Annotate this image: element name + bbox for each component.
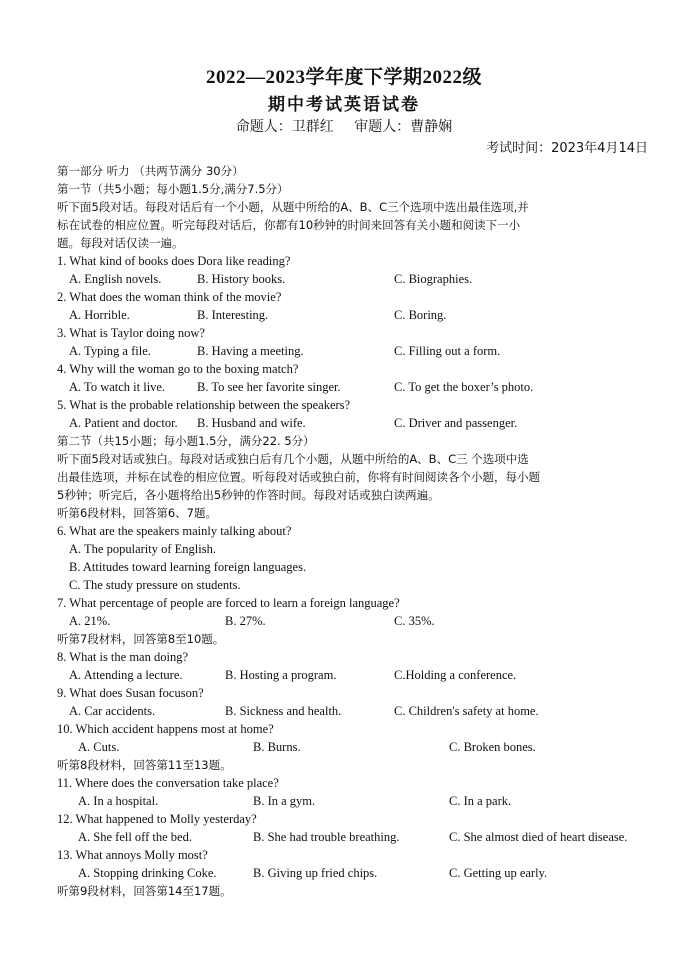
option-b: B. Husband and wife. <box>197 416 306 430</box>
question-1-options <box>57 270 652 288</box>
option-c: C. Biographies. <box>394 272 473 286</box>
option-a: A. She fell off the bed. <box>78 830 192 844</box>
option-c: C. In a park. <box>449 794 512 808</box>
question-11: 11. Where does the conversation take place? <box>57 776 279 790</box>
material-7-instruction: 听第7段材料，回答第8至10题。 <box>57 632 225 646</box>
authors-line <box>0 116 688 136</box>
section1-instruction-1: 听下面5段对话。每段对话后有一个小题，从题中所给的A、B、C三个选项中选出最佳选项,并 <box>57 200 529 214</box>
reviewer-name: 审题人：曹静娴 <box>354 119 453 135</box>
option-b: B. In a gym. <box>253 794 316 808</box>
question-9-options <box>57 702 652 720</box>
section1-instruction-3: 题。每段对话仅读一遍。 <box>57 236 184 250</box>
question-10: 10. Which accident happens most at home? <box>57 722 274 736</box>
option-b: B. Having a meeting. <box>197 344 304 358</box>
section2-instruction-2: 出最佳选项，并标在试卷的相应位置。听每段对话或独白前，你将有时间阅读各个小题，每小题 <box>57 470 540 484</box>
section1-heading: 第一节（共5小题；每小题1.5分,满分7.5分） <box>57 182 289 196</box>
question-8-options <box>57 666 652 684</box>
question-3: 3. What is Taylor doing now? <box>57 326 205 340</box>
section2-instruction-1: 听下面5段对话或独白。每段对话或独白后有几个小题，从题中所给的A、B、C三 个选项中选 <box>57 452 529 466</box>
question-12-options <box>57 828 652 846</box>
option-a: A. 21%. <box>69 614 111 628</box>
question-12: 12. What happened to Molly yesterday? <box>57 812 257 826</box>
option-b: B. Giving up fried chips. <box>253 866 378 880</box>
material-6-instruction: 听第6段材料，回答第6、7题。 <box>57 506 217 520</box>
option-a: A. Cuts. <box>78 740 120 754</box>
question-9: 9. What does Susan focuson? <box>57 686 204 700</box>
option-c: C.Holding a conference. <box>394 668 517 682</box>
setter-name: 命题人：卫群红 <box>235 119 334 135</box>
question-5: 5. What is the probable relationship between the speakers? <box>57 398 351 412</box>
question-10-options <box>57 738 652 756</box>
question-5-options <box>57 414 652 432</box>
option-c: C. Children's safety at home. <box>394 704 539 718</box>
option-a: A. Patient and doctor. <box>69 416 178 430</box>
question-4: 4. Why will the woman go to the boxing match? <box>57 362 299 376</box>
question-13-options <box>57 864 652 882</box>
option-a: A. In a hospital. <box>78 794 159 808</box>
question-2-options <box>57 306 652 324</box>
question-1: 1. What kind of books does Dora like reading? <box>57 254 291 268</box>
option-a: A. Horrible. <box>69 308 130 322</box>
option-a: A. Typing a file. <box>69 344 151 358</box>
option-a: A. To watch it live. <box>69 380 166 394</box>
option-c: C. Boring. <box>394 308 447 322</box>
question-8: 8. What is the man doing? <box>57 650 188 664</box>
option-a: A. Attending a lecture. <box>69 668 183 682</box>
question-6-option-a: A. The popularity of English. <box>69 542 216 556</box>
option-c: C. To get the boxer’s photo. <box>394 380 534 394</box>
material-9-instruction: 听第9段材料，回答第14至17题。 <box>57 884 232 898</box>
part1-heading: 第一部分 听力 （共两节满分 30分） <box>57 164 244 178</box>
page-subtitle: 期中考试英语试卷 <box>268 95 420 115</box>
question-7: 7. What percentage of people are forced to learn a foreign language? <box>57 596 400 610</box>
option-a: A. Car accidents. <box>69 704 156 718</box>
option-a: A. English novels. <box>69 272 162 286</box>
exam-content <box>57 162 652 900</box>
option-c: C. 35%. <box>394 614 435 628</box>
question-4-options <box>57 378 652 396</box>
option-c: C. Filling out a form. <box>394 344 501 358</box>
question-6-option-b: B. Attitudes toward learning foreign languages. <box>69 560 307 574</box>
page-title: 2022—2023学年度下学期2022级 <box>205 67 482 88</box>
option-b: B. History books. <box>197 272 286 286</box>
question-6: 6. What are the speakers mainly talking about? <box>57 524 292 538</box>
section2-heading: 第二节（共15小题；每小题1.5分，满分22. 5分） <box>57 434 315 448</box>
option-a: A. Stopping drinking Coke. <box>78 866 217 880</box>
option-b: B. To see her favorite singer. <box>197 380 341 394</box>
question-6-option-c: C. The study pressure on students. <box>69 578 241 592</box>
option-c: C. Getting up early. <box>449 866 548 880</box>
material-8-instruction: 听第8段材料，回答第11至13题。 <box>57 758 232 772</box>
option-b: B. Interesting. <box>197 308 269 322</box>
option-b: B. She had trouble breathing. <box>253 830 400 844</box>
question-2: 2. What does the woman think of the movie? <box>57 290 282 304</box>
question-11-options <box>57 792 652 810</box>
question-13: 13. What annoys Molly most? <box>57 848 208 862</box>
option-c: C. Broken bones. <box>449 740 536 754</box>
option-c: C. She almost died of heart disease. <box>449 830 628 844</box>
question-7-options <box>57 612 652 630</box>
question-3-options <box>57 342 652 360</box>
option-b: B. Hosting a program. <box>225 668 337 682</box>
option-b: B. Burns. <box>253 740 301 754</box>
section1-instruction-2: 标在试卷的相应位置。听完每段对话后，你都有10秒钟的时间来回答有关小题和阅读下一小 <box>57 218 521 232</box>
section2-instruction-3: 5秒钟；听完后，各小题将给出5秒钟的作答时间。每段对话或独白读两遍。 <box>57 488 440 502</box>
option-b: B. Sickness and health. <box>225 704 342 718</box>
exam-time: 考试时间：2023年4月14日 <box>486 141 648 156</box>
option-b: B. 27%. <box>225 614 266 628</box>
option-c: C. Driver and passenger. <box>394 416 518 430</box>
